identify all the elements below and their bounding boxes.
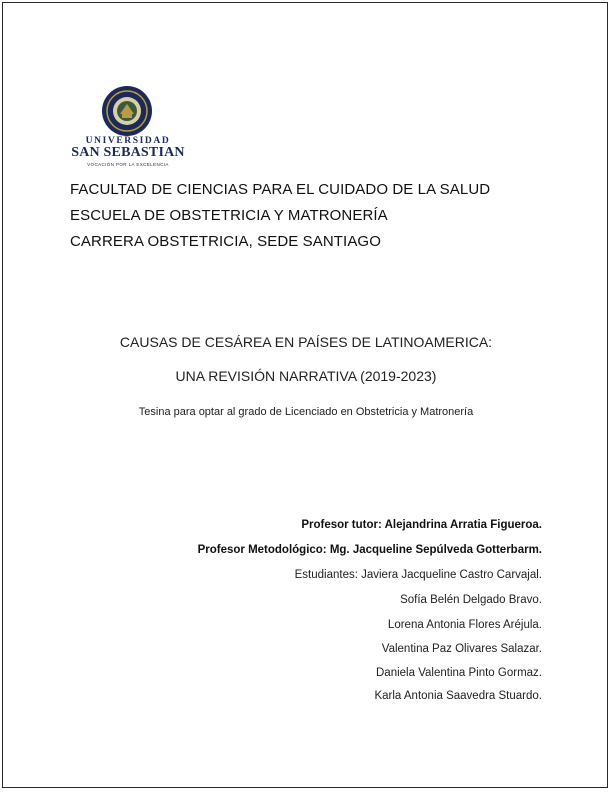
tutor-line: Profesor tutor: Alejandrina Arratia Figueroa. xyxy=(301,519,542,531)
university-seal-icon xyxy=(100,84,154,138)
student-line-1: Estudiantes: Javiera Jacqueline Castro Carvajal. xyxy=(294,569,542,581)
student-line-4: Valentina Paz Olivares Salazar. xyxy=(381,643,542,655)
methodology-professor-line: Profesor Metodológico: Mg. Jacqueline Sepúlveda Gotterbarm. xyxy=(197,544,542,556)
student-line-3: Lorena Antonia Flores Aréjula. xyxy=(387,619,542,631)
career-heading: CARRERA OBSTETRICIA, SEDE SANTIAGO xyxy=(70,233,381,250)
thesis-title-line2: UNA REVISIÓN NARRATIVA (2019-2023) xyxy=(175,368,437,384)
student-line-2: Sofía Belén Delgado Bravo. xyxy=(400,594,542,606)
thesis-subtitle: Tesina para optar al grado de Licenciado en Obstetricia y Matronería xyxy=(138,406,474,418)
faculty-heading: FACULTAD DE CIENCIAS PARA EL CUIDADO DE LA SALUD xyxy=(70,181,491,198)
logo-text-motto: VOCACIÓN POR LA EXCELENCIA xyxy=(87,162,169,167)
student-line-6: Karla Antonia Saavedra Stuardo. xyxy=(374,690,542,702)
logo-text-san-sebastian: SAN SEBASTIAN xyxy=(71,145,185,160)
logo-text-university: UNIVERSIDAD xyxy=(85,136,171,146)
thesis-title-line1: CAUSAS DE CESÁREA EN PAÍSES DE LATINOAMERICA: xyxy=(119,334,493,350)
university-logo xyxy=(70,84,186,170)
school-heading: ESCUELA DE OBSTETRICIA Y MATRONERÍA xyxy=(70,207,388,224)
student-line-5: Daniela Valentina Pinto Gormaz. xyxy=(376,667,542,679)
